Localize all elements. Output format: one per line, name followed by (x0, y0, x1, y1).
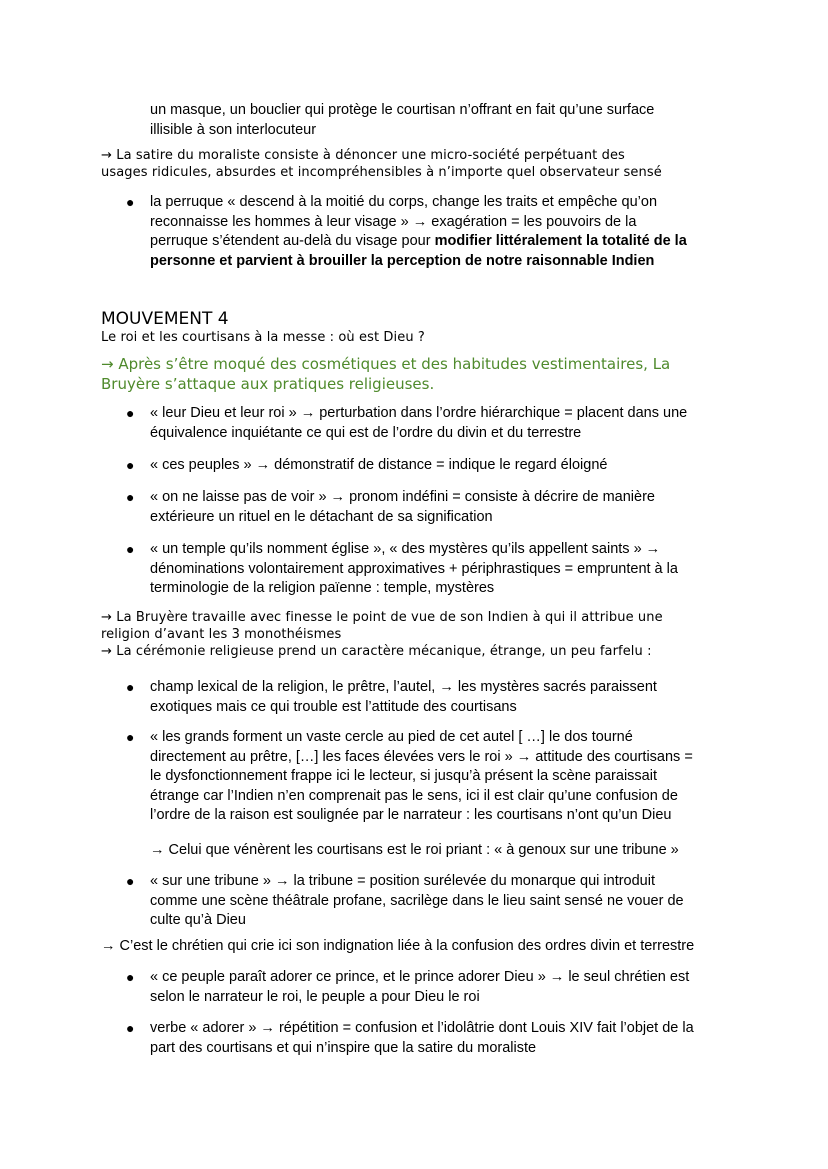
text-line: → La Bruyère travaille avec finesse le point de vue de son Indien à qui il attribue une (101, 610, 663, 625)
text-line (150, 232, 726, 252)
bullet-champ-lexical (126, 678, 726, 717)
text-line: → La cérémonie religieuse prend un caractère mécanique, étrange, un peu farfelu : (101, 644, 652, 659)
text-line: terminologie de la religion païenne : temple, mystères (150, 580, 495, 596)
text-line: → La satire du moraliste consiste à dénoncer une micro-société perpétuant des (101, 148, 625, 163)
text-line: extérieure un rituel en le détachant de sa signification (150, 508, 493, 525)
bullet-dot: ● (126, 194, 135, 210)
note-point-de-vue (101, 609, 663, 660)
note-satire (101, 147, 662, 181)
bullet-temple (126, 540, 726, 599)
text-line: religion d’avant les 3 monothéismes (101, 627, 342, 642)
text-line: verbe « adorer » → répétition = confusion et l’idolâtrie dont Louis XIV fait l’objet de la (150, 1020, 694, 1036)
bullet-text (150, 193, 726, 271)
text-line: selon le narrateur le roi, le peuple a pour Dieu le roi (150, 988, 480, 1005)
text-line: le dysfonctionnement frappe ici le lecteur, si jusqu’à présent la scène paraissait (150, 768, 657, 784)
continuation-text (150, 101, 654, 140)
bullet-grands-cercle (126, 728, 726, 826)
bold-text: personne et parvient à brouiller la perception de notre raisonnable Indien (150, 252, 655, 269)
bullet-text (150, 678, 726, 717)
text-line: un masque, un bouclier qui protège le courtisan n’offrant en fait qu’une surface (150, 102, 655, 118)
text-line: Bruyère s’attaque aux pratiques religieuses. (101, 375, 435, 393)
bullet-verbe-adorer (126, 1019, 726, 1058)
bullet-dot: ● (126, 729, 135, 745)
text-line: « ce peuple paraît adorer ce prince, et le prince adorer Dieu » → le seul chrétien est (150, 969, 690, 985)
text-line: équivalence inquiétante ce qui est de l’ordre du divin et du terrestre (150, 424, 582, 441)
text-line: « sur une tribune » → la tribune = position surélevée du monarque qui introduit (150, 873, 655, 889)
bullet-text (150, 540, 726, 599)
bullet-text (150, 728, 726, 826)
bullet-tribune (126, 872, 726, 931)
bullet-perruque (126, 193, 726, 271)
bullet-text (150, 1019, 726, 1058)
text-line: dénominations volontairement approximatives + périphrastiques = empruntent à la (150, 560, 678, 577)
bullet-dot: ● (126, 405, 135, 421)
text-line: l’ordre de la raison est soulignée par le narrateur : les courtisans n’ont qu’un Dieu (150, 807, 672, 823)
bullet-text (150, 968, 726, 1007)
text-line: champ lexical de la religion, le prêtre, l’autel, → les mystères sacrés paraissent (150, 679, 657, 695)
bullet-dot: ● (126, 969, 135, 985)
bullet-ces-peuples (126, 456, 726, 476)
plain-text: perruque s’étendent au-delà du visage pour (150, 233, 435, 249)
text-line: la perruque « descend à la moitié du corps, change les traits et empêche qu’on (150, 194, 658, 210)
bold-text: modifier littéralement la totalité de la (434, 233, 687, 249)
bullet-text (150, 456, 726, 476)
bullet-dieu-roi (126, 404, 726, 443)
bullet-text (150, 488, 726, 527)
text-line (150, 252, 726, 272)
text-line: → Après s’être moqué des cosmétiques et des habitudes vestimentaires, La (101, 355, 671, 373)
text-line: « les grands forment un vaste cercle au pied de cet autel [ …] le dos tourné (150, 729, 633, 745)
text-line: exotiques mais ce qui trouble est l’attitude des courtisans (150, 698, 517, 715)
bullet-dot: ● (126, 679, 135, 695)
text-line: directement au prêtre, […] les faces élevées vers le roi » → attitude des courtisans = (150, 748, 693, 765)
sub-note-roi-priant: → Celui que vénèrent les courtisans est le roi priant : « à genoux sur une tribune » (150, 842, 679, 858)
text-line: illisible à son interlocuteur (150, 121, 317, 138)
note-indignation: → C’est le chrétien qui crie ici son indignation liée à la confusion des ordres divin et terrestre (101, 938, 695, 954)
text-line: étrange car l’Indien n’en comprenait pas le sens, ici il est clair qu’une confusion de (150, 787, 678, 804)
section-intro (101, 354, 670, 394)
bullet-dot: ● (126, 489, 135, 505)
text-line: « un temple qu’ils nomment église », « des mystères qu’ils appellent saints » → (150, 541, 661, 557)
bullet-text (150, 872, 726, 931)
text-line: comme une scène théâtrale profane, sacrilège dans le lieu saint sensé ne vouer de (150, 892, 684, 909)
bullet-dot: ● (126, 873, 135, 889)
bullet-dot: ● (126, 1020, 135, 1036)
text-line: reconnaisse les hommes à leur visage » → exagération = les pouvoirs de la (150, 213, 637, 230)
text-line: part des courtisans et qui n’inspire que la satire du moraliste (150, 1039, 537, 1056)
bullet-on-ne-laisse (126, 488, 726, 527)
bullet-adorer-prince (126, 968, 726, 1007)
text-line: « leur Dieu et leur roi » → perturbation dans l’ordre hiérarchique = placent dans une (150, 405, 688, 421)
bullet-dot: ● (126, 541, 135, 557)
bullet-dot: ● (126, 457, 135, 473)
bullet-text (150, 404, 726, 443)
section-heading: MOUVEMENT 4 (101, 309, 229, 329)
text-line: « ces peuples » → démonstratif de distance = indique le regard éloigné (150, 457, 608, 473)
section-subtitle: Le roi et les courtisans à la messe : où est Dieu ? (101, 330, 425, 345)
text-line: usages ridicules, absurdes et incompréhensibles à n’importe quel observateur sensé (101, 165, 662, 180)
text-line: « on ne laisse pas de voir » → pronom indéfini = consiste à décrire de manière (150, 489, 655, 505)
text-line: culte qu’à Dieu (150, 912, 246, 928)
